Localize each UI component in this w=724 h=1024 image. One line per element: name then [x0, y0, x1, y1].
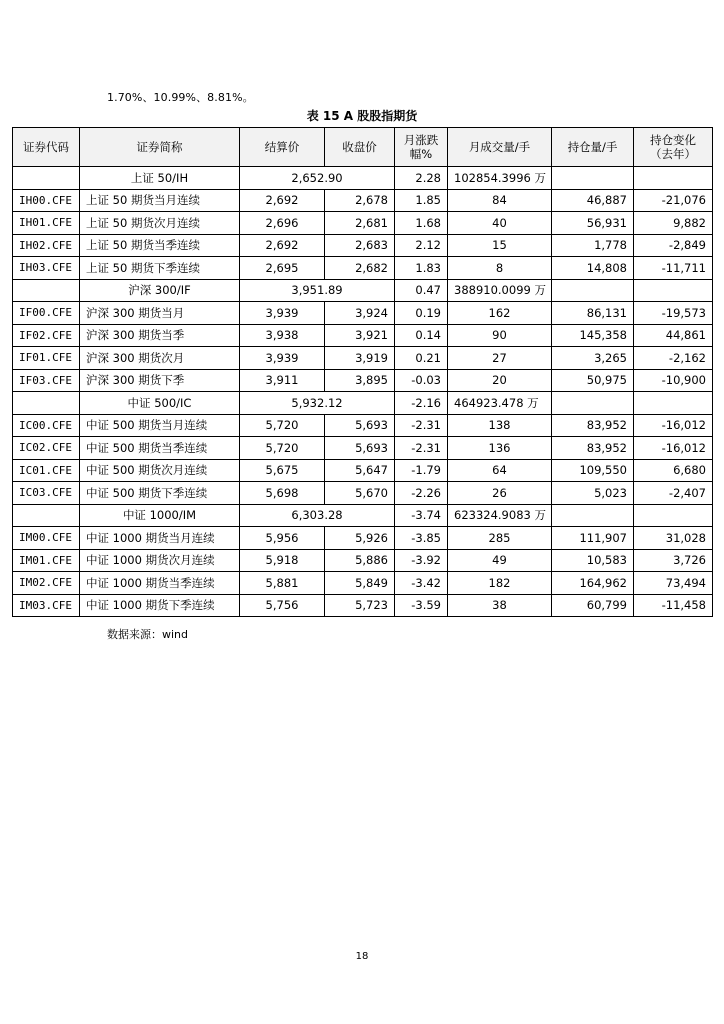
index-change: 2.28: [395, 167, 448, 190]
empty-cell: [13, 167, 80, 190]
contract-code: IH01.CFE: [13, 212, 80, 235]
empty-cell: [552, 392, 634, 415]
table-body: [13, 167, 713, 617]
monthly-change: -3.85: [395, 527, 448, 550]
futures-table: [12, 127, 713, 617]
contract-name: 中证 500 期货次月连续: [80, 459, 240, 482]
monthly-volume: 40: [448, 212, 552, 235]
open-interest-change: 73,494: [634, 572, 713, 595]
table-row: [13, 572, 713, 595]
monthly-volume: 162: [448, 302, 552, 325]
open-interest: 14,808: [552, 257, 634, 280]
open-interest: 86,131: [552, 302, 634, 325]
contract-name: 沪深 300 期货当季: [80, 324, 240, 347]
open-interest: 5,023: [552, 482, 634, 505]
contract-name: 沪深 300 期货下季: [80, 369, 240, 392]
header-open-interest: 持仓量/手: [552, 128, 634, 167]
table-row: [13, 257, 713, 280]
open-interest-change: -16,012: [634, 414, 713, 437]
settle-price: 5,675: [240, 459, 325, 482]
close-price: 5,723: [325, 594, 395, 617]
open-interest-change: -21,076: [634, 189, 713, 212]
settle-price: 3,938: [240, 324, 325, 347]
monthly-volume: 49: [448, 549, 552, 572]
empty-cell: [13, 504, 80, 527]
close-price: 3,895: [325, 369, 395, 392]
open-interest: 109,550: [552, 459, 634, 482]
contract-name: 中证 1000 期货次月连续: [80, 549, 240, 572]
header-volume: 月成交量/手: [448, 128, 552, 167]
close-price: 3,921: [325, 324, 395, 347]
header-oi-change: 持仓变化（去年）: [634, 128, 713, 167]
open-interest-change: 44,861: [634, 324, 713, 347]
contract-name: 上证 50 期货当月连续: [80, 189, 240, 212]
settle-price: 5,881: [240, 572, 325, 595]
monthly-volume: 8: [448, 257, 552, 280]
table-row: [13, 212, 713, 235]
monthly-change: -2.31: [395, 414, 448, 437]
index-name: 中证 500/IC: [80, 392, 240, 415]
monthly-change: -2.26: [395, 482, 448, 505]
open-interest: 145,358: [552, 324, 634, 347]
contract-code: IH00.CFE: [13, 189, 80, 212]
monthly-change: -1.79: [395, 459, 448, 482]
settle-price: 5,720: [240, 414, 325, 437]
contract-name: 中证 1000 期货当季连续: [80, 572, 240, 595]
monthly-volume: 27: [448, 347, 552, 370]
table-row: [13, 527, 713, 550]
table-row: [13, 302, 713, 325]
contract-name: 中证 1000 期货下季连续: [80, 594, 240, 617]
table-row: [13, 189, 713, 212]
empty-cell: [13, 279, 80, 302]
monthly-change: 1.83: [395, 257, 448, 280]
monthly-change: -3.59: [395, 594, 448, 617]
index-name: 上证 50/IH: [80, 167, 240, 190]
close-price: 5,693: [325, 437, 395, 460]
contract-code: IF00.CFE: [13, 302, 80, 325]
open-interest-change: -11,458: [634, 594, 713, 617]
settle-price: 2,692: [240, 189, 325, 212]
empty-cell: [634, 167, 713, 190]
contract-name: 上证 50 期货下季连续: [80, 257, 240, 280]
open-interest-change: -11,711: [634, 257, 713, 280]
index-change: -3.74: [395, 504, 448, 527]
contract-code: IM03.CFE: [13, 594, 80, 617]
close-price: 5,849: [325, 572, 395, 595]
header-code: 证券代码: [13, 128, 80, 167]
contract-code: IC01.CFE: [13, 459, 80, 482]
contract-code: IM00.CFE: [13, 527, 80, 550]
monthly-volume: 15: [448, 234, 552, 257]
index-price: 5,932.12: [240, 392, 395, 415]
settle-price: 5,918: [240, 549, 325, 572]
empty-cell: [634, 504, 713, 527]
monthly-change: -3.42: [395, 572, 448, 595]
open-interest: 56,931: [552, 212, 634, 235]
contract-code: IC00.CFE: [13, 414, 80, 437]
settle-price: 3,939: [240, 302, 325, 325]
index-change: -2.16: [395, 392, 448, 415]
header-name: 证券简称: [80, 128, 240, 167]
empty-cell: [13, 392, 80, 415]
open-interest: 50,975: [552, 369, 634, 392]
index-change: 0.47: [395, 279, 448, 302]
monthly-change: 0.14: [395, 324, 448, 347]
index-volume: 102854.3996 万: [448, 167, 552, 190]
open-interest: 111,907: [552, 527, 634, 550]
table-row: [13, 414, 713, 437]
empty-cell: [552, 279, 634, 302]
monthly-volume: 38: [448, 594, 552, 617]
empty-cell: [552, 167, 634, 190]
monthly-volume: 26: [448, 482, 552, 505]
contract-name: 沪深 300 期货次月: [80, 347, 240, 370]
index-price: 3,951.89: [240, 279, 395, 302]
monthly-volume: 138: [448, 414, 552, 437]
monthly-change: 0.21: [395, 347, 448, 370]
empty-cell: [634, 279, 713, 302]
contract-name: 沪深 300 期货当月: [80, 302, 240, 325]
index-price: 6,303.28: [240, 504, 395, 527]
lead-text: 1.70%、10.99%、8.81%。: [107, 91, 254, 104]
table-row: [13, 324, 713, 347]
open-interest-change: -2,407: [634, 482, 713, 505]
open-interest-change: -2,162: [634, 347, 713, 370]
settle-price: 5,956: [240, 527, 325, 550]
monthly-volume: 136: [448, 437, 552, 460]
table-row: [13, 347, 713, 370]
close-price: 2,683: [325, 234, 395, 257]
open-interest: 164,962: [552, 572, 634, 595]
close-price: 5,670: [325, 482, 395, 505]
settle-price: 3,911: [240, 369, 325, 392]
close-price: 5,886: [325, 549, 395, 572]
open-interest-change: 9,882: [634, 212, 713, 235]
contract-name: 中证 500 期货当季连续: [80, 437, 240, 460]
open-interest: 10,583: [552, 549, 634, 572]
contract-code: IH02.CFE: [13, 234, 80, 257]
close-price: 3,919: [325, 347, 395, 370]
close-price: 5,647: [325, 459, 395, 482]
index-name: 中证 1000/IM: [80, 504, 240, 527]
empty-cell: [552, 504, 634, 527]
close-price: 2,682: [325, 257, 395, 280]
monthly-volume: 90: [448, 324, 552, 347]
index-volume: 623324.9083 万: [448, 504, 552, 527]
open-interest-change: -2,849: [634, 234, 713, 257]
table-row: [13, 459, 713, 482]
monthly-change: 2.12: [395, 234, 448, 257]
close-price: 2,681: [325, 212, 395, 235]
open-interest-change: -16,012: [634, 437, 713, 460]
table-row: [13, 594, 713, 617]
index-volume: 388910.0099 万: [448, 279, 552, 302]
monthly-change: -0.03: [395, 369, 448, 392]
table-row: [13, 482, 713, 505]
header-settle: 结算价: [240, 128, 325, 167]
settle-price: 2,692: [240, 234, 325, 257]
settle-price: 3,939: [240, 347, 325, 370]
contract-name: 中证 1000 期货当月连续: [80, 527, 240, 550]
monthly-change: -3.92: [395, 549, 448, 572]
open-interest: 83,952: [552, 437, 634, 460]
open-interest: 3,265: [552, 347, 634, 370]
monthly-volume: 20: [448, 369, 552, 392]
header-change: 月涨跌幅%: [395, 128, 448, 167]
close-price: 5,693: [325, 414, 395, 437]
open-interest: 46,887: [552, 189, 634, 212]
contract-code: IF02.CFE: [13, 324, 80, 347]
monthly-volume: 285: [448, 527, 552, 550]
empty-cell: [634, 392, 713, 415]
index-group-row: [13, 392, 713, 415]
settle-price: 5,756: [240, 594, 325, 617]
open-interest-change: -10,900: [634, 369, 713, 392]
settle-price: 5,720: [240, 437, 325, 460]
monthly-volume: 64: [448, 459, 552, 482]
contract-name: 中证 500 期货下季连续: [80, 482, 240, 505]
settle-price: 2,695: [240, 257, 325, 280]
table-row: [13, 369, 713, 392]
contract-code: IC02.CFE: [13, 437, 80, 460]
table-row: [13, 437, 713, 460]
close-price: 3,924: [325, 302, 395, 325]
contract-name: 中证 500 期货当月连续: [80, 414, 240, 437]
monthly-change: -2.31: [395, 437, 448, 460]
index-group-row: [13, 504, 713, 527]
monthly-change: 0.19: [395, 302, 448, 325]
index-group-row: [13, 167, 713, 190]
contract-code: IF03.CFE: [13, 369, 80, 392]
open-interest: 1,778: [552, 234, 634, 257]
contract-code: IM01.CFE: [13, 549, 80, 572]
monthly-change: 1.68: [395, 212, 448, 235]
close-price: 5,926: [325, 527, 395, 550]
index-price: 2,652.90: [240, 167, 395, 190]
monthly-change: 1.85: [395, 189, 448, 212]
index-volume: 464923.478 万: [448, 392, 552, 415]
open-interest-change: 31,028: [634, 527, 713, 550]
contract-code: IF01.CFE: [13, 347, 80, 370]
open-interest-change: 6,680: [634, 459, 713, 482]
contract-name: 上证 50 期货当季连续: [80, 234, 240, 257]
monthly-volume: 84: [448, 189, 552, 212]
table-row: [13, 549, 713, 572]
index-name: 沪深 300/IF: [80, 279, 240, 302]
settle-price: 2,696: [240, 212, 325, 235]
open-interest-change: -19,573: [634, 302, 713, 325]
table-row: [13, 234, 713, 257]
settle-price: 5,698: [240, 482, 325, 505]
monthly-volume: 182: [448, 572, 552, 595]
page-number: 18: [355, 951, 369, 962]
contract-code: IM02.CFE: [13, 572, 80, 595]
close-price: 2,678: [325, 189, 395, 212]
data-source: 数据来源：wind: [107, 628, 189, 641]
index-group-row: [13, 279, 713, 302]
open-interest: 60,799: [552, 594, 634, 617]
contract-name: 上证 50 期货次月连续: [80, 212, 240, 235]
contract-code: IH03.CFE: [13, 257, 80, 280]
header-close: 收盘价: [325, 128, 395, 167]
open-interest-change: 3,726: [634, 549, 713, 572]
header-row: [13, 128, 713, 167]
table-caption: 表 15 A 股股指期货: [306, 109, 418, 123]
contract-code: IC03.CFE: [13, 482, 80, 505]
open-interest: 83,952: [552, 414, 634, 437]
